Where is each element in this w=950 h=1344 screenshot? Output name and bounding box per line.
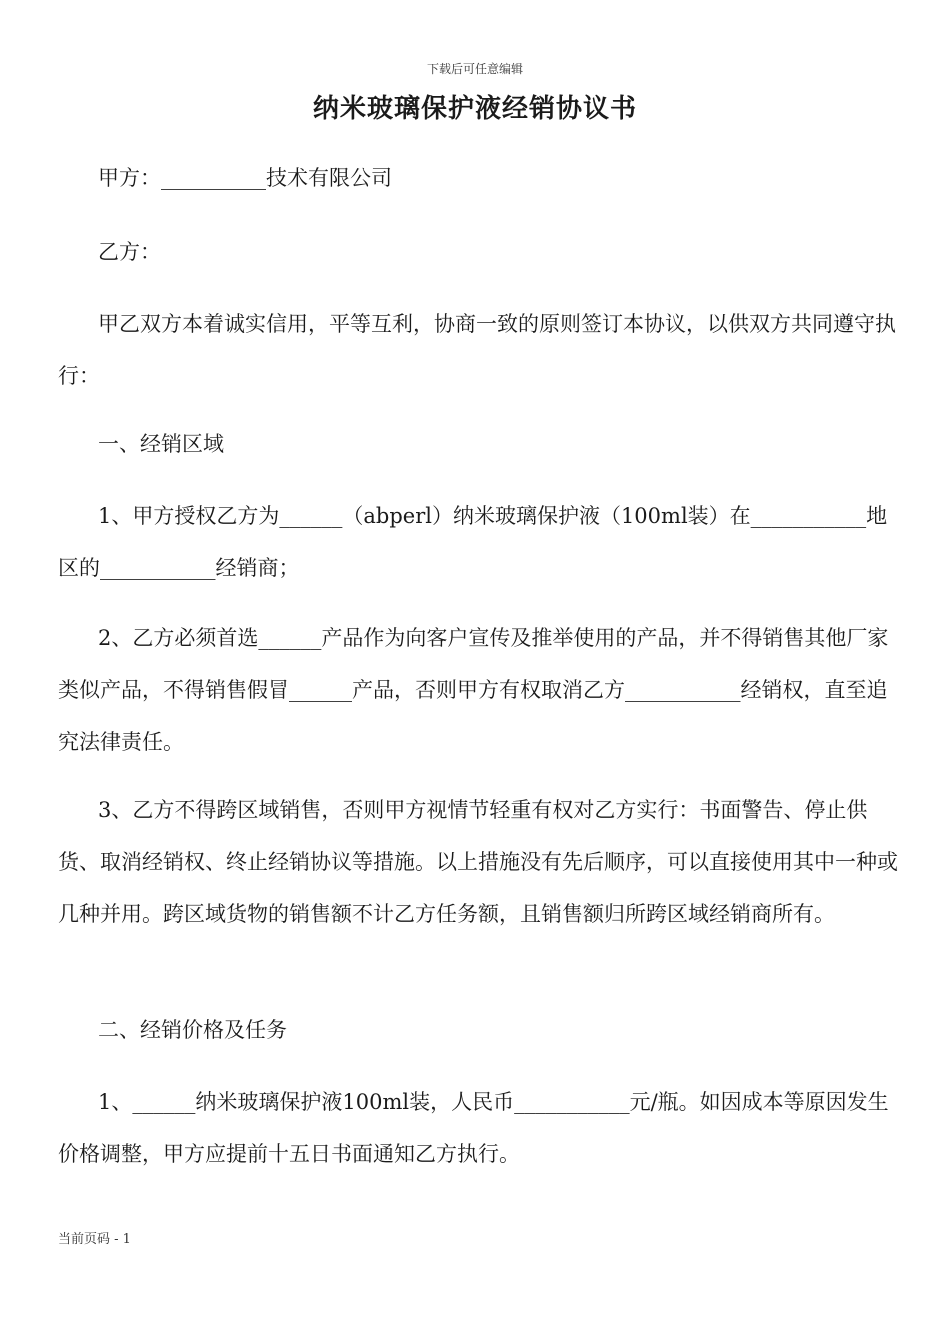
party-a-line: 甲方：__________技术有限公司 <box>98 166 392 190</box>
header-note: 下载后可任意编辑 <box>426 62 523 76</box>
section-1-heading: 一、经销区域 <box>98 432 224 456</box>
section-2-heading: 二、经销价格及任务 <box>98 1018 287 1042</box>
section-2-clause-1: 1、______纳米玻璃保护液100ml装，人民币___________元/瓶。如因成本等原因发生价格调整，甲方应提前十五日书面通知乙方执行。 <box>58 1090 889 1166</box>
intro-paragraph: 甲乙双方本着诚实信用，平等互利，协商一致的原则签订本协议，以供双方共同遵守执行： <box>58 312 896 388</box>
section-1-clause-3: 3、乙方不得跨区域销售，否则甲方视情节轻重有权对乙方实行：书面警告、停止供货、取消经销权、终止经销协议等措施。以上措施没有先后顺序，可以直接使用其中一种或几种并用。跨区域货物的销售额不计乙方任务额，且销售额归所跨区域经销商所有。 <box>58 798 898 926</box>
page-number-footer: 当前页码 - 1 <box>58 1232 131 1247</box>
party-b-line: 乙方： <box>98 240 161 264</box>
section-1-clause-1: 1、甲方授权乙方为______（abperl）纳米玻璃保护液（100ml装）在___________地区的___________经销商； <box>58 504 888 580</box>
document-title: 纳米玻璃保护液经销协议书 <box>312 94 637 124</box>
section-1-clause-2: 2、乙方必须首选______产品作为向客户宣传及推举使用的产品，并不得销售其他厂家类似产品，不得销售假冒______产品，否则甲方有权取消乙方___________经销权，直至追究法律责任。 <box>58 626 889 754</box>
